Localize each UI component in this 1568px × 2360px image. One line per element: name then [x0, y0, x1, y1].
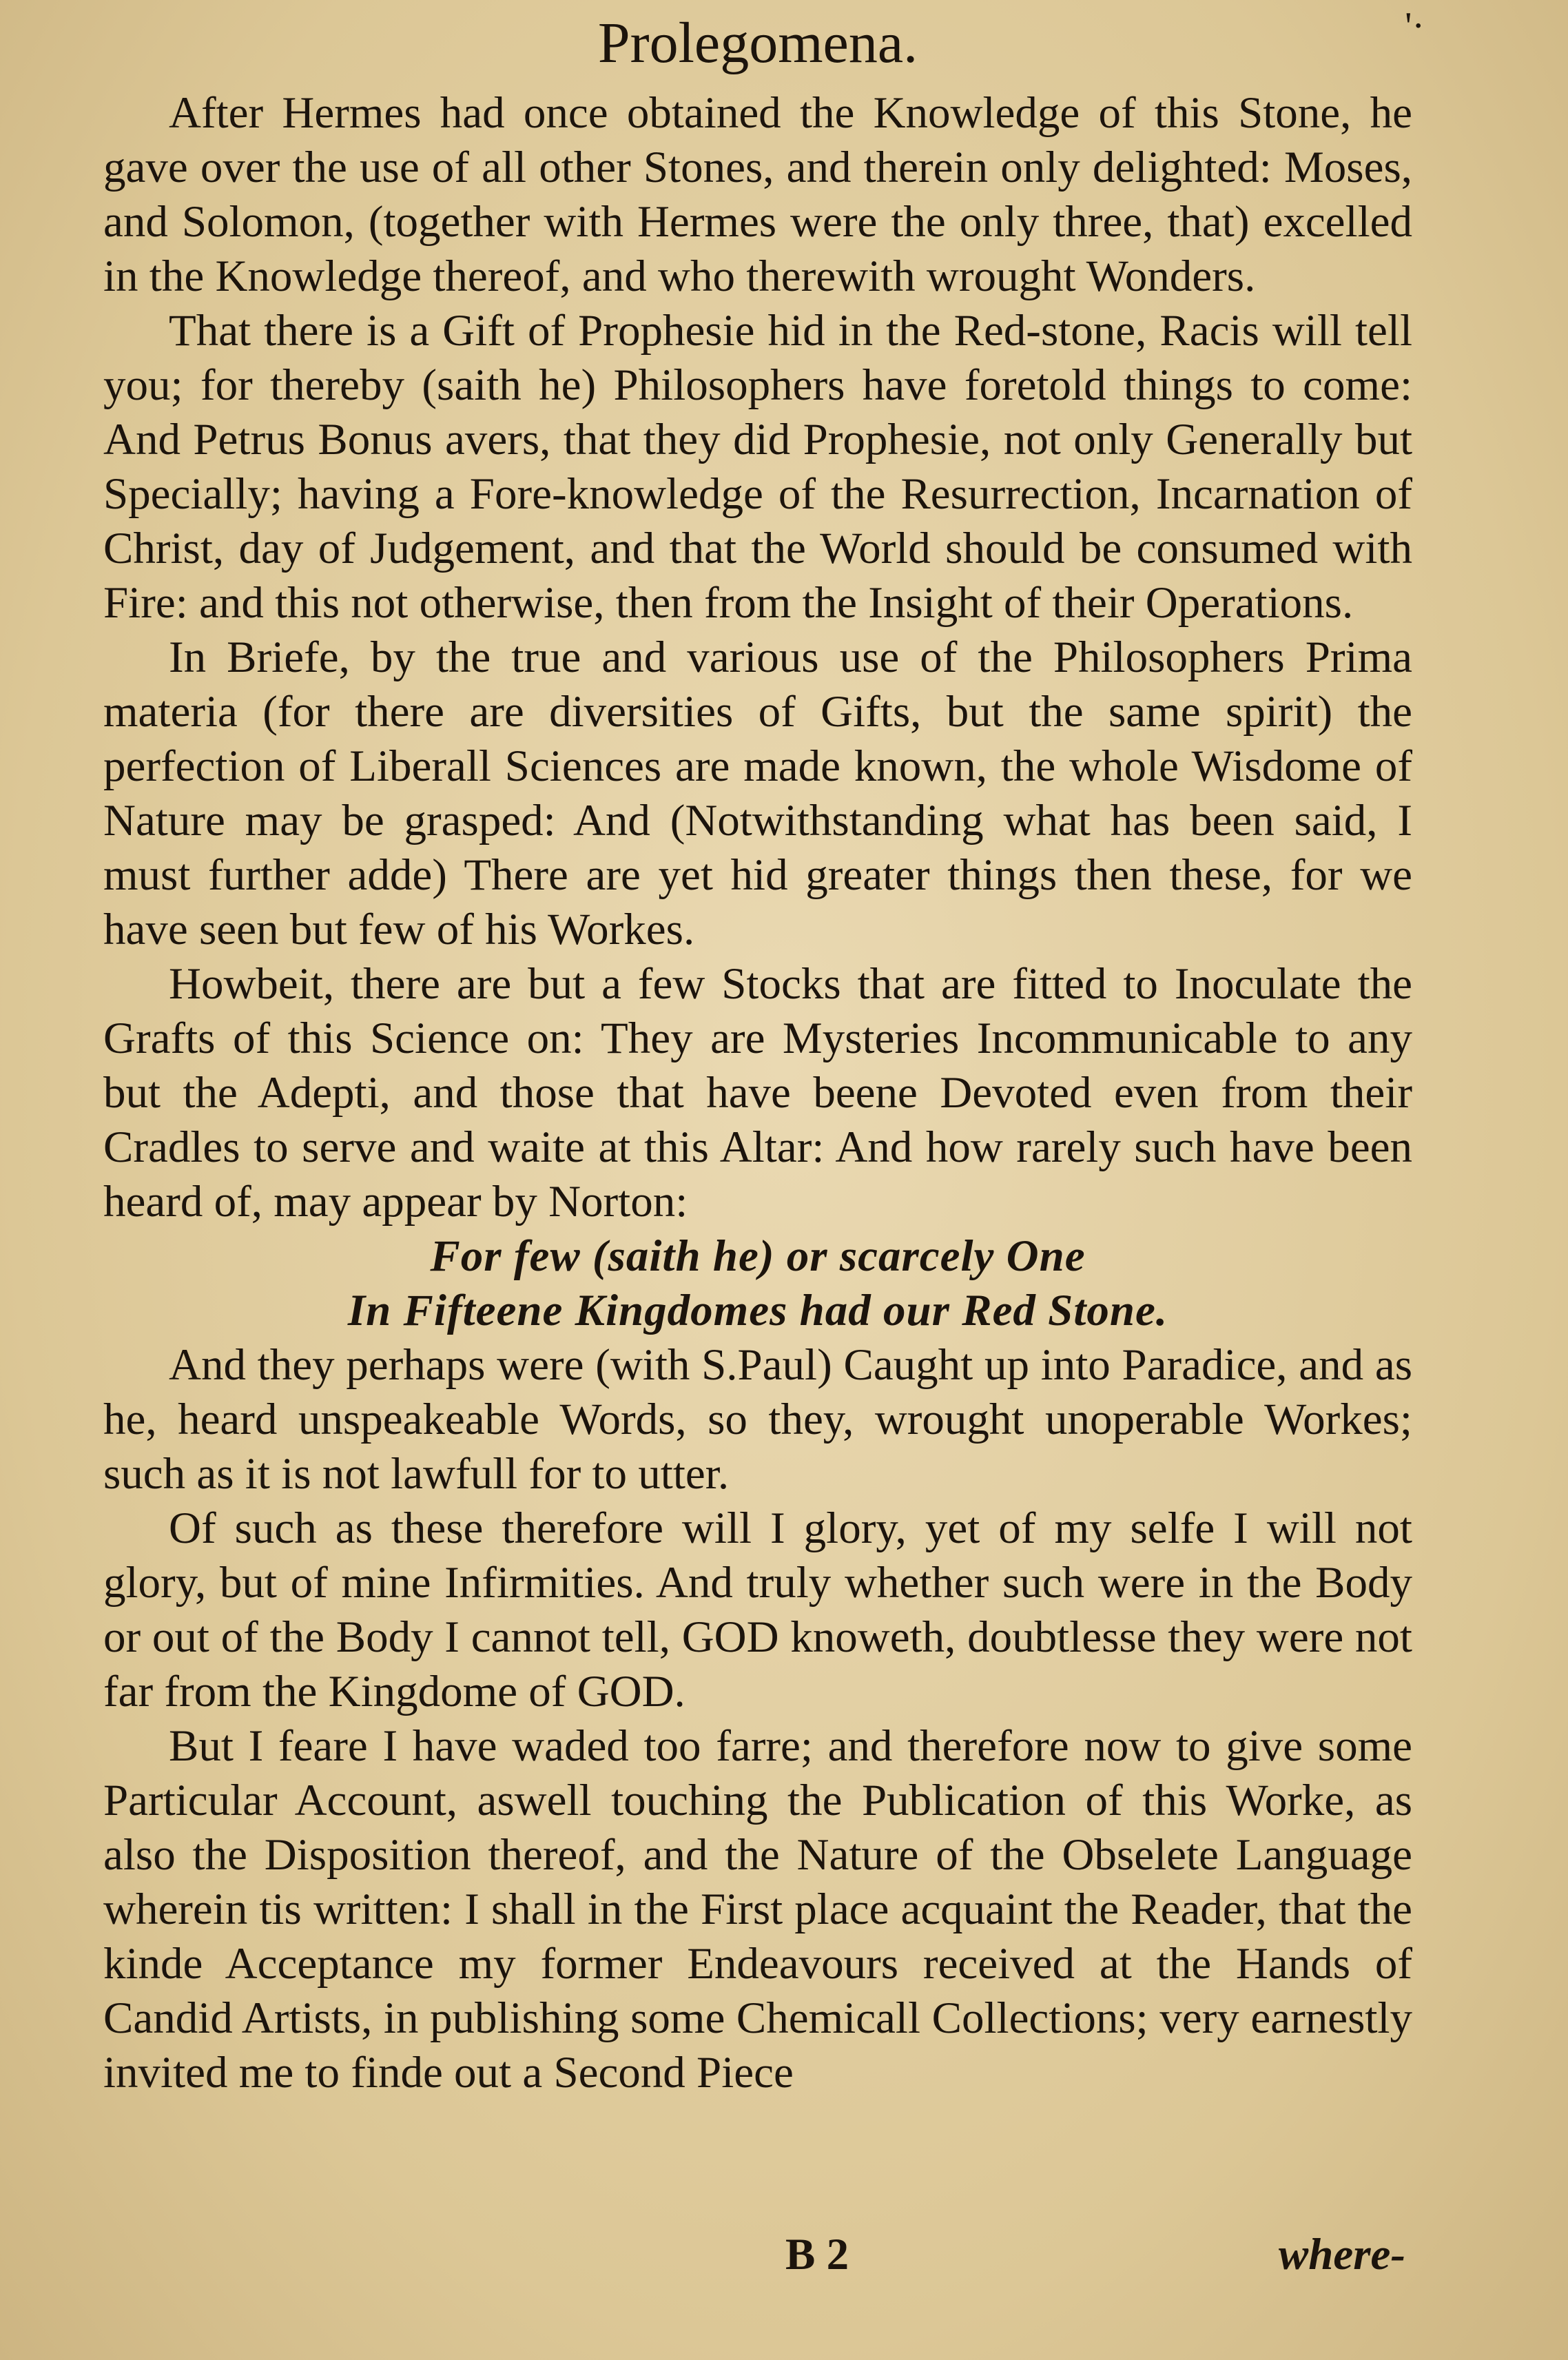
- paragraph: In Briefe, by the true and various use of the Philosophers Prima materia (for there are diversities of Gifts, but the same spirit) the perfection of Liberall Sciences are made known, the whole Wisdome of Nature may be grasped: And (Notwithstanding what has been said, I must further adde) There are yet hid greater things then these, for we have seen but few of his Workes.: [103, 633, 1412, 954]
- paragraph: That there is a Gift of Prophesie hid in the Red-stone, Racis will tell you; for thereby (saith he) Philosophers have foretold things to come: And Petrus Bonus avers, that they did Prophesie, not only Generally but Specially; having a Fore-knowledge of the Resurrection, Incarnation of Christ, day of Judgement, and that the World should be consumed with Fire: and this not otherwise, then from the Insight of their Operations.: [103, 306, 1412, 628]
- corner-mark: '·: [1405, 5, 1425, 48]
- verse-line: For few (saith he) or scarcely One: [430, 1231, 1086, 1281]
- text-body: [103, 86, 1412, 2100]
- book-page: [103, 0, 1425, 2360]
- footer-line: [103, 2222, 1412, 2288]
- running-header: [103, 0, 1425, 86]
- signature-mark: B 2: [785, 2230, 849, 2279]
- paragraph: Of such as these therefore will I glory, yet of my selfe I will not glory, but of mine Infirmities. And truly whether such were in the Body or out of the Body I cannot tell, GOD knoweth, doubtlesse they were not far from the Kingdome of GOD.: [103, 1504, 1412, 1716]
- paragraph: And they perhaps were (with S.Paul) Caught up into Paradice, and as he, heard unspeakeable Words, so they, wrought unoperable Workes; such as it is not lawfull for to utter.: [103, 1340, 1412, 1499]
- paragraph: After Hermes had once obtained the Knowledge of this Stone, he gave over the use of all other Stones, and therein only delighted: Moses, and Solomon, (together with Hermes were the only three, that) excelled in the Knowledge thereof, and who therewith wrought Wonders.: [103, 88, 1412, 301]
- paragraph: But I feare I have waded too farre; and therefore now to give some Particular Account, aswell touching the Publication of this Worke, as also the Disposition thereof, and the Nature of the Obselete Language wherein tis written: I shall in the First place acquaint the Reader, that the kinde Acceptance my former Endeavours received at the Hands of Candid Artists, in publishing some Chemicall Collections; very earnestly invited me to finde out a Second Piece: [103, 1721, 1412, 2097]
- verse-line: In Fifteene Kingdomes had our Red Stone.: [347, 1286, 1168, 1335]
- verse-quote: [103, 1229, 1412, 1338]
- catchword: where-: [1278, 2230, 1405, 2279]
- page-title: Prolegomena.: [597, 11, 918, 75]
- paragraph: Howbeit, there are but a few Stocks that are fitted to Inoculate the Grafts of this Science on: They are Mysteries Incommunicable to any but the Adepti, and those that have beene Devoted even from their Cradles to serve and waite at this Altar: And how rarely such have been heard of, may appear by Norton:: [103, 959, 1412, 1227]
